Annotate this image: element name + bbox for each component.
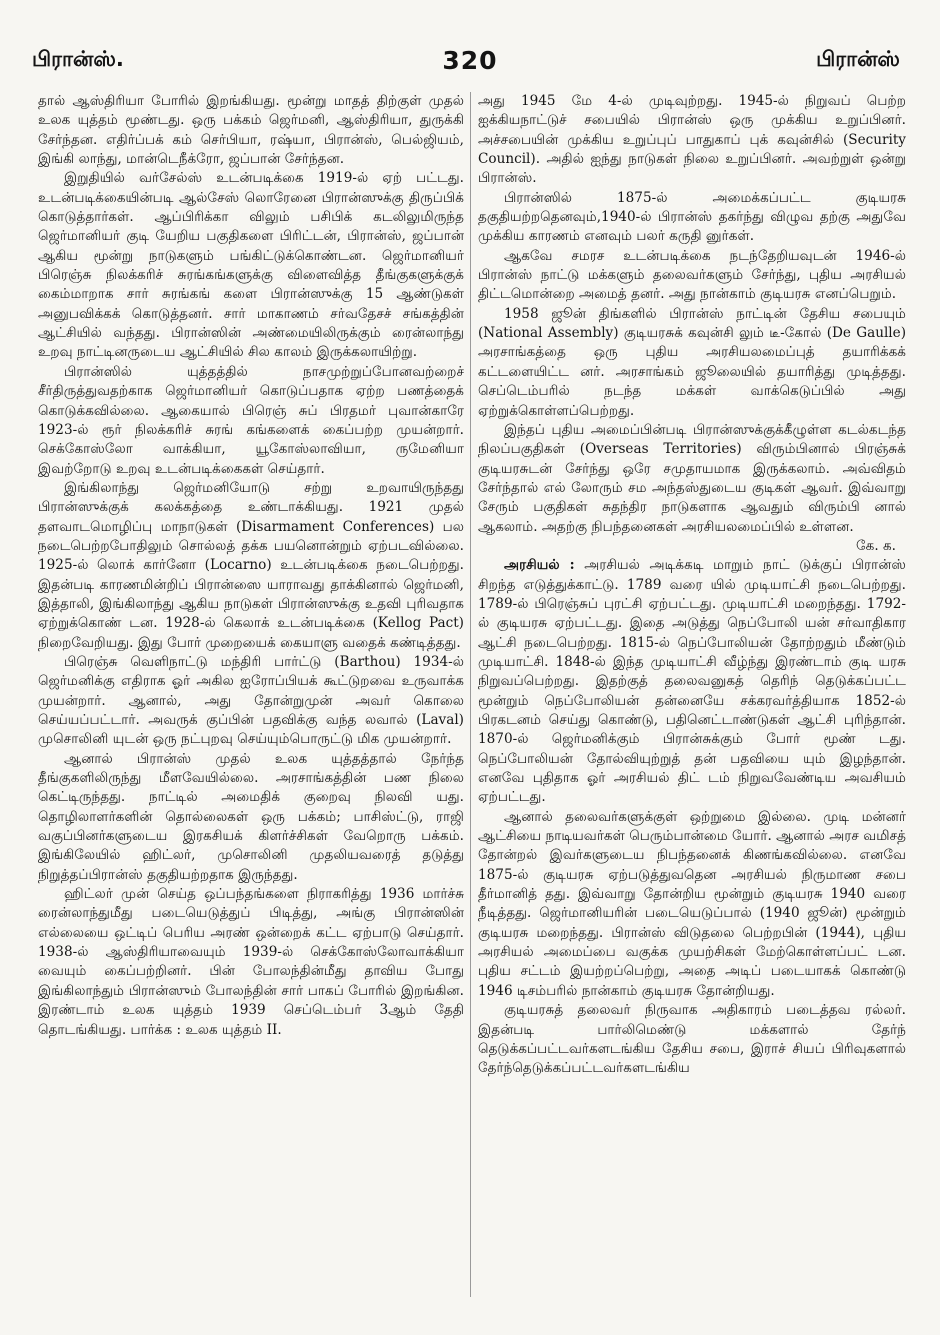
- running-head-left: பிரான்ஸ்.: [32, 46, 124, 71]
- paragraph: பிரெஞ்சு வெளிநாட்டு மந்திரி பார்ட்டு (Barthou) 1934-ல் ஜெர்மனிக்கு எதிராக ஓர் அகில ஐரோப்பியக் கூட்டுறவை உருவாக்க முயன்றார். ஆனால், அது தோன்றுமுன் அவர் கொலை செய்யப்பட்டார். அவருக் குப்பின் பதவிக்கு வந்த லவால் (Laval) முசொலினி யுடன் ஒரு நட்புறவு செய்யும்பொருட்டு மிக முயன்றார்.: [38, 653, 464, 748]
- paragraph: ஆகவே சமரச உடன்படிக்கை நடந்தேறியவுடன் 1946-ல் பிரான்ஸ் நாட்டு மக்களும் தலைவர்களும் சேர்ந்து, புதிய அரசியல் திட்டமொன்றை அமைத் தனர். அது நான்காம் குடியரசு எனப்பெறும்.: [478, 247, 906, 303]
- running-head-right: பிரான்ஸ்: [816, 46, 900, 71]
- paragraph: இந்தப் புதிய அமைப்பின்படி பிரான்ஸுக்குக்கீழுள்ள கடல்கடந்த நிலப்பகுதிகள் (Overseas Territories) விரும்பினால் பிரஞ்சுக் குடியரசுடன் சேர்ந்து ஒரே சமுதாயமாக இருக்கலாம். அவ்விதம் சேர்ந்தால் எல் லோரும் சம அந்தஸ்துடைய குடிகள் ஆவர். இவ்வாறு சேரும் பகுதிகள் சுதந்திர நாடுகளாக ஆவதும் விரும்பி னால் ஆகலாம். அதற்கு நிபந்தனைகள் அரசியலமைப்பில் உள்ளன.: [478, 421, 906, 535]
- paragraph: பிரான்ஸில் யுத்தத்தில் நாசமுற்றுப்போனவற்றைச் சீர்திருத்துவதற்காக ஜெர்மானியர் கொடுப்பதாக ஏற்ற பணத்தைக் கொடுக்கவில்லை. ஆகையால் பிரெஞ் சுப் பிரதமர் புவான்காரே 1923-ல் ரூர் நிலக்கரிச் சுரங் கங்களைக் கைப்பற்ற முயன்றார். செக்கோஸ்லோ வாக்கியா, யூகோஸ்லாவியா, ருமேனியா இவற்றோடு உறவு உடன்படிக்கைகள் செய்தார்.: [38, 363, 464, 477]
- author-signature: கே. க.: [855, 537, 896, 554]
- right-column: [478, 92, 906, 1307]
- paragraph: இறுதியில் வர்சேல்ஸ் உடன்படிக்கை 1919-ல் ஏற் பட்டது. உடன்படிக்கையின்படி ஆல்சேஸ் லொரேனை பிரான்ஸுக்கு திருப்பிக் கொடுத்தார்கள். ஆப்பிரிக்கா விலும் பசிபிக் கடலிலுமிருந்த ஜெர்மானியர் குடி யேறிய பகுதிகளை பிரிட்டன், பிரான்ஸ், ஜப்பான் ஆகிய மூன்று நாடுகளும் பங்கிட்டுக்கொண்டன. ஜெர்மானியர் பிரெஞ்சு நிலக்கரிச் சுரங்கங்களுக்கு விளைவித்த தீங்குகளுக்குக் கைம்மாறாக சார் சுரங்கங் களை பிரான்ஸுக்கு 15 ஆண்டுகள் அனுபவிக்கக் கொடுத்தனர். சார் மாகாணம் சர்வதேசச் சங்கத்தின் ஆட்சியில் வந்தது. பிரான்ஸின் அண்மையிலிருக்கும் ரைன்லாந்து உறவு நாட்டினருடைய ஆட்சியில் சில காலம் இருக்கலாயிற்று.: [38, 170, 464, 361]
- left-column: [38, 92, 464, 1307]
- page-header: [32, 40, 900, 80]
- paragraph: குடியரசுத் தலைவர் நிருவாக அதிகாரம் படைத்தவ ரல்லர். இதன்படி பார்லிமெண்டு மக்களால் தேர்ந் தெடுக்கப்பட்டவர்களடங்கிய தேசிய சபை, இராச் சியப் பிரிவுகளால் தேர்ந்தெடுக்கப்பட்டவர்களடங்கிய: [478, 1002, 906, 1077]
- paragraph: ஆனால் பிரான்ஸ் முதல் உலக யுத்தத்தால் நேர்ந்த தீங்குகளிலிருந்து மீளவேயில்லை. அரசாங்கத்தின் பண நிலை கெட்டிருந்தது. நாட்டில் அமைதிக் குறைவு நிலவி யது. தொழிலாளர்களின் தொல்லைகள் ஒரு பக்கம்; பாசிஸ்ட்டு, ராஜி வகுப்பினர்களுடைய இரகசியக் கிளர்ச்சிகள் வேறொரு பக்கம். இங்கிலேயில் ஹிட்லர், முசொலினி முதலியவரைத் தடுத்து நிறுத்தப்பிரான்ஸ் தகுதியற்றதாக இருந்தது.: [38, 750, 464, 883]
- paragraph: ஹிட்லர் முன் செய்த ஒப்பந்தங்களை நிராகரித்து 1936 மார்ச்சு ரைன்லாந்துமீது படையெடுத்துப் பிடித்து, அங்கு பிரான்ஸின் எல்லையை ஒட்டிப் பெரிய அரண் ஒன்றைக் கட்ட ஏற்பாடு செய்தார். 1938-ல் ஆஸ்திரியாவையும் 1939-ல் செக்கோஸ்லோவாக்கியா வையும் கைப்பற்றினர். பின் போலந்தின்மீது தாவிய போது இங்கிலாந்தும் பிரான்ஸும் போலந்தின் சார் பாகப் போரில் இறங்கின. இரண்டாம் உலக யுத்தம் 1939 செப்டெம்பர் 3ஆம் தேதி தொடங்கியது. பார்க்க : உலக யுத்தம் II.: [38, 886, 464, 1038]
- paragraph: பிரான்ஸில் 1875-ல் அமைக்கப்பட்ட குடியரசு தகுதியற்றதெனவும்,1940-ல் பிரான்ஸ் தகர்ந்து விழுவ தற்கு அதுவே முக்கிய காரணம் எனவும் பலர் கருதி னுர்கள்.: [478, 189, 906, 245]
- paragraph: 1958 ஜூன் திங்களில் பிரான்ஸ் நாட்டின் தேசிய சபையும் (National Assembly) குடியரசுக் கவுன்சி லும் டீ-கோல் (De Gaulle) அரசாங்கத்தை ஒரு புதிய அரசியலமைப்புத் தயாரிக்கக் கட்டளையிட்ட னர். அரசாங்கம் ஜூலையில் தயாரித்து முடித்தது. செப்டெம்பரில் நடந்த மக்கள் வாக்கெடுப்பில் அது ஏற்றுக்கொள்ளப்பெற்றது.: [478, 305, 906, 419]
- column-divider: [470, 92, 471, 1297]
- section-lead: அரசியல் :: [504, 557, 575, 574]
- paragraph: அது 1945 மே 4-ல் முடிவுற்றது. 1945-ல் நிறுவப் பெற்ற ஐக்கியநாட்டுச் சபையில் பிரான்ஸ் ஒரு முக்கிய உறுப்பினர். அச்சபையின் முக்கிய உறுப்புப் பாதுகாப் புக் கவுன்சில் (Security Council). அதில் ஐந்து நாடுகள் நிலை உறுப்பினர். அவற்றுள் ஒன்று பிரான்ஸ்.: [478, 93, 906, 187]
- paragraph: தால் ஆஸ்திரியா போரில் இறங்கியது. மூன்று மாதத் திற்குள் முதல் உலக யுத்தம் மூண்டது. ஒரு பக்கம் ஜெர்மனி, ஆஸ்திரியா, துருக்கி சேர்ந்தன. எதிர்ப்பக் கம் செர்பியா, ரஷ்யா, பிரான்ஸ், பெல்ஜியம், இங்கி லாந்து, மான்டெநீக்ரோ, ஜப்பான் சேர்ந்தன.: [38, 93, 464, 168]
- page-number: 320: [442, 45, 498, 75]
- paragraph: ஆனால் தலைவர்களுக்குள் ஒற்றுமை இல்லை. முடி மன்னர் ஆட்சியை நாடியவர்கள் பெரும்பான்மை யோர். ஆனால் அரச வமிசத் தோன்றல் இவர்களுடைய நிபந்தனைக் கிணங்கவில்லை. எனவே 1875-ல் குடியரசு ஏற்படுத்துவதென அரசியல் நிருமாண சபை தீர்மானித் தது. இவ்வாறு தோன்றிய மூன்றும் குடியரசு 1940 வரை நீடித்தது. ஜெர்மானியரின் படையெடுப்பால் (1940 ஜூன்) மூன்றும் குடியரசு மறைந்தது. பிரான்ஸ் விடுதலை பெற்றபின் (1944), புதிய அரசியல் அமைப்பை வகுக்க முயற்சிகள் மேற்கொள்ளப்பட் டன. புதிய சட்டம் இயற்றப்பெற்று, அதை அடிப் படையாகக் கொண்டு 1946 டிசம்பரில் நான்காம் குடியரசு தோன்றியது.: [478, 808, 906, 999]
- paragraph: இங்கிலாந்து ஜெர்மனியோடு சற்று உறவாயிருந்தது பிரான்ஸுக்குக் கலக்கத்தை உண்டாக்கியது. 1921 முதல் தளவாடமொழிப்பு மாநாடுகள் (Disarmament Conferences) பல நடைபெற்றபோதிலும் சொல்லத் தக்க பயனொன்றும் ஏற்படவில்லை. 1925-ல் லொக் கார்னோ (Locarno) உடன்படிக்கை நடைபெற்றது. இதன்படி காரணமின்றிப் பிரான்ஸை யாராவது தாக்கினால் ஜெர்மனி, இத்தாலி, இங்கிலாந்து ஆகிய நாடுகள் பிரான்ஸுக்கு உதவி புரிவதாக ஏற்றுக்கொண் டன. 1928-ல் கெலாக் உடன்படிக்கை (Kellog Pact) நிறைவேறியது. இது போர் முறையைக் கையாளு வதைக் கண்டித்தது.: [38, 479, 464, 651]
- section-paragraph: அரசியல் : அரசியல் அடிக்கடி மாறும் நாட் டுக்குப் பிரான்ஸ் சிறந்த எடுத்துக்காட்டு. 1789 வரை யில் முடியாட்சி நடைபெற்றது. 1789-ல் பிரெஞ்சுப் புரட்சி ஏற்பட்டது. முடியாட்சி மறைந்தது. 1792-ல் குடியரசு ஏற்பட்டது. இதை அடுத்து நெப்போலி யன் சர்வாதிகார ஆட்சி நடைபெற்றது. 1815-ல் நெப்போலியன் தோற்றதும் மீண்டும் முடியாட்சி. 1848-ல் இந்த முடியாட்சி வீழ்ந்து இரண்டாம் குடி யரசு நிறுவப்பெற்றது. இதற்குத் தலைவனுகத் தெரிந் தெடுக்கப்பட்ட மூன்றும் நெப்போலியன் தன்னையே சக்கரவர்த்தியாக 1852-ல் பிரகடனம் செய்து கொண்டு, பதினெட்டாண்டுகள் ஆட்சி புரிந்தான். 1870-ல் ஜெர்மனிக்கும் பிரான்சுக்கும் போர் மூண் டது. நெப்போலியன் தோல்வியுற்றுத் தன் பதவியை யும் இழந்தான். எனவே புதிதாக ஓர் அரசியல் திட் டம் நிறுவவேண்டிய அவசியம் ஏற்பட்டது.: [478, 557, 906, 806]
